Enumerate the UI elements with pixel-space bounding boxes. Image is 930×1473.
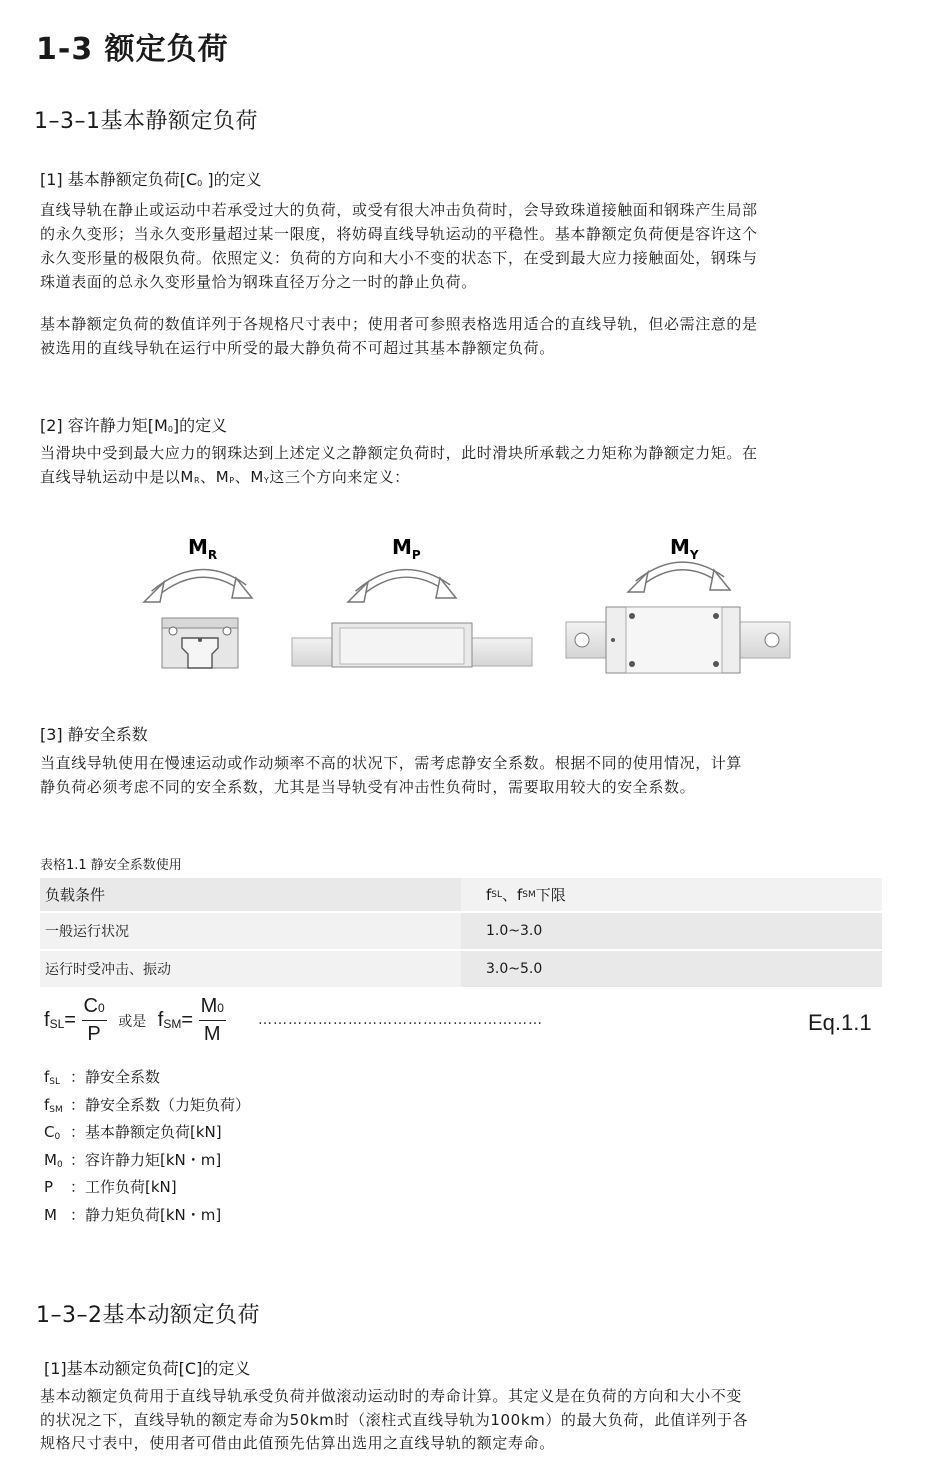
mp-label [392, 535, 421, 562]
heading-text: [2] 容许静力矩[M [40, 416, 168, 435]
text-line: 静负荷必须考虑不同的安全系数，尤其是当导轨受有冲击性负荷时，需要取用较大的安全系数。 [40, 778, 696, 796]
table-row [40, 911, 882, 949]
text: 这三个方向来定义： [269, 468, 410, 486]
mr-block-end-view [162, 618, 238, 668]
text-line: 被选用的直线导轨在运行中所受的最大静负荷不可超过其基本静额定负荷。 [40, 339, 555, 357]
my-block-top-view [566, 607, 790, 673]
text: 下限 [535, 886, 566, 904]
heading-text-post: ]的定义 [172, 416, 228, 435]
mp-label-main: M [392, 535, 412, 559]
mr-arrow-icon [144, 573, 252, 602]
legend-item: $C_0$ ：基本静额定负荷[kN] [44, 1123, 222, 1142]
paragraph-safety-factor [40, 751, 900, 799]
cell-value [461, 951, 882, 987]
fsm-subscript: SM [163, 1016, 182, 1031]
text-line: 当直线导轨使用在慢速运动或作动频率不高的状况下，需考虑静安全系数。根据不同的使用情况，计算 [40, 754, 743, 772]
subsection-heading-static-moment [40, 413, 227, 436]
table-caption: 表格1.1 静安全系数使用 [40, 858, 182, 873]
fsl-subscript: SL [49, 1016, 65, 1031]
section-heading-1-3-1: 1–3–1基本静额定负荷 [34, 109, 258, 134]
fsm-symbol: f [157, 1008, 164, 1031]
text: 、M [234, 468, 264, 486]
fraction-m0-m [199, 994, 226, 1047]
legend-item: $f_{SL}$ ：静安全系数 [44, 1068, 161, 1087]
paragraph-static-usage [40, 312, 900, 360]
table-header-row [40, 878, 882, 911]
legend-item: $f_{SM}$ ：静安全系数（力矩负荷） [44, 1095, 251, 1115]
subscript: Y [263, 476, 270, 485]
formula-legend [44, 1066, 250, 1231]
formula-leader-dots: ………………………………………………… [258, 1012, 543, 1028]
formula-eq-1-1 [44, 994, 226, 1047]
subscript: P [229, 476, 235, 485]
my-label [670, 535, 699, 562]
heading-sub: 0 [167, 425, 173, 434]
heading-text: [1] 基本静额定负荷[C [40, 170, 198, 189]
paragraph-dynamic-load [40, 1385, 900, 1456]
text-line: 的状况之下，直线导轨的额定寿命为50km时（滚柱式直线导轨为100km）的最大负荷，此值详列于各 [40, 1410, 749, 1429]
legend-item: M ：静力矩负荷[kN・m] [44, 1205, 222, 1224]
or-text: 或是 [118, 1012, 147, 1029]
text: f [486, 885, 492, 904]
mp-label-sub: P [411, 548, 421, 562]
fraction-c0-p [82, 994, 107, 1047]
text-line: 当滑块中受到最大应力的钢珠达到上述定义之静额定负荷时，此时滑块所承载之力矩称为静额定力矩。在 [40, 444, 758, 462]
equation-label: Eq.1.1 [808, 1010, 872, 1035]
equals: = [64, 1008, 76, 1031]
denominator: P [87, 1023, 101, 1045]
table-row [40, 949, 882, 987]
text: 、f [502, 886, 523, 904]
mp-block-side-view [292, 623, 532, 667]
text-line: 珠道表面的总永久变形量恰为钢珠直径万分之一时的静止负荷。 [40, 273, 477, 291]
cell-condition: 一般运行状况 [45, 924, 129, 940]
subsection-heading-dynamic-load: [1]基本动额定负荷[C]的定义 [44, 1359, 251, 1378]
value-text: 3.0~5.0 [486, 961, 543, 977]
text: 直线导轨运动中是以M [40, 468, 194, 486]
text-line: 基本静额定负荷的数值详列于各规格尺寸表中；使用者可参照表格选用适合的直线导轨，但必需注意的是 [40, 315, 758, 333]
mr-label-sub: R [207, 548, 218, 562]
paragraph-static-moment [40, 441, 900, 493]
text-line: 永久变形量的极限负荷。依照定义：负荷的方向和大小不变的状态下，在受到最大应力接触面处，钢珠与 [40, 249, 758, 267]
my-label-sub: Y [689, 548, 699, 562]
text-line: 的永久变形；当永久变形量超过某一限度，将妨碍直线导轨运动的平稳性。基本静额定负荷便是容许这个 [40, 225, 758, 243]
equals: = [181, 1008, 194, 1031]
subsection-heading-static-load [40, 167, 262, 190]
mr-label [188, 535, 217, 562]
cell-condition: 运行时受冲击、振动 [45, 962, 171, 978]
text-line: 规格尺寸表中，使用者可借由此值预先估算出选用之直线导轨的额定寿命。 [40, 1434, 555, 1452]
text: 、M [200, 468, 230, 486]
text-line [40, 465, 900, 493]
text-line: 基本动额定负荷用于直线导轨承受负荷并做滚动运动时的寿命计算。其定义是在负荷的方向和大小不变 [40, 1387, 743, 1405]
safety-factor-table [40, 878, 882, 987]
cell-value [461, 913, 882, 949]
numerator: M0 [199, 994, 226, 1021]
value-text: 1.0~3.0 [486, 923, 543, 939]
legend-item: P ：工作负荷[kN] [44, 1178, 177, 1196]
subscript: SM [522, 889, 536, 900]
section-heading-1-3-2: 1–3–2基本动额定负荷 [36, 1303, 260, 1328]
my-label-main: M [670, 535, 690, 559]
heading-sub: 0 [197, 179, 203, 188]
page-title: 1-3 额定负荷 [36, 32, 229, 67]
header-lower-limit [461, 878, 882, 911]
moment-diagram [140, 520, 800, 720]
text-line: 直线导轨在静止或运动中若承受过大的负荷，或受有很大冲击负荷时，会导致珠道接触面和钢珠产生局部 [40, 201, 758, 219]
my-arrow-icon [628, 566, 730, 592]
header-load-condition: 负载条件 [45, 886, 106, 904]
mp-arrow-icon [348, 573, 456, 602]
legend-item: $M_0$ ：容许静力矩[kN・m] [44, 1150, 222, 1170]
fsl-symbol: f [44, 1008, 50, 1031]
subscript: R [193, 476, 201, 485]
paragraph-static-definition [40, 198, 900, 294]
subscript: SL [491, 889, 503, 900]
heading-text-post: ]的定义 [202, 170, 262, 189]
subsection-heading-safety-factor: [3] 静安全系数 [40, 725, 148, 744]
numerator: C0 [82, 994, 107, 1021]
mr-label-main: M [188, 535, 208, 559]
denominator: M [203, 1023, 221, 1045]
